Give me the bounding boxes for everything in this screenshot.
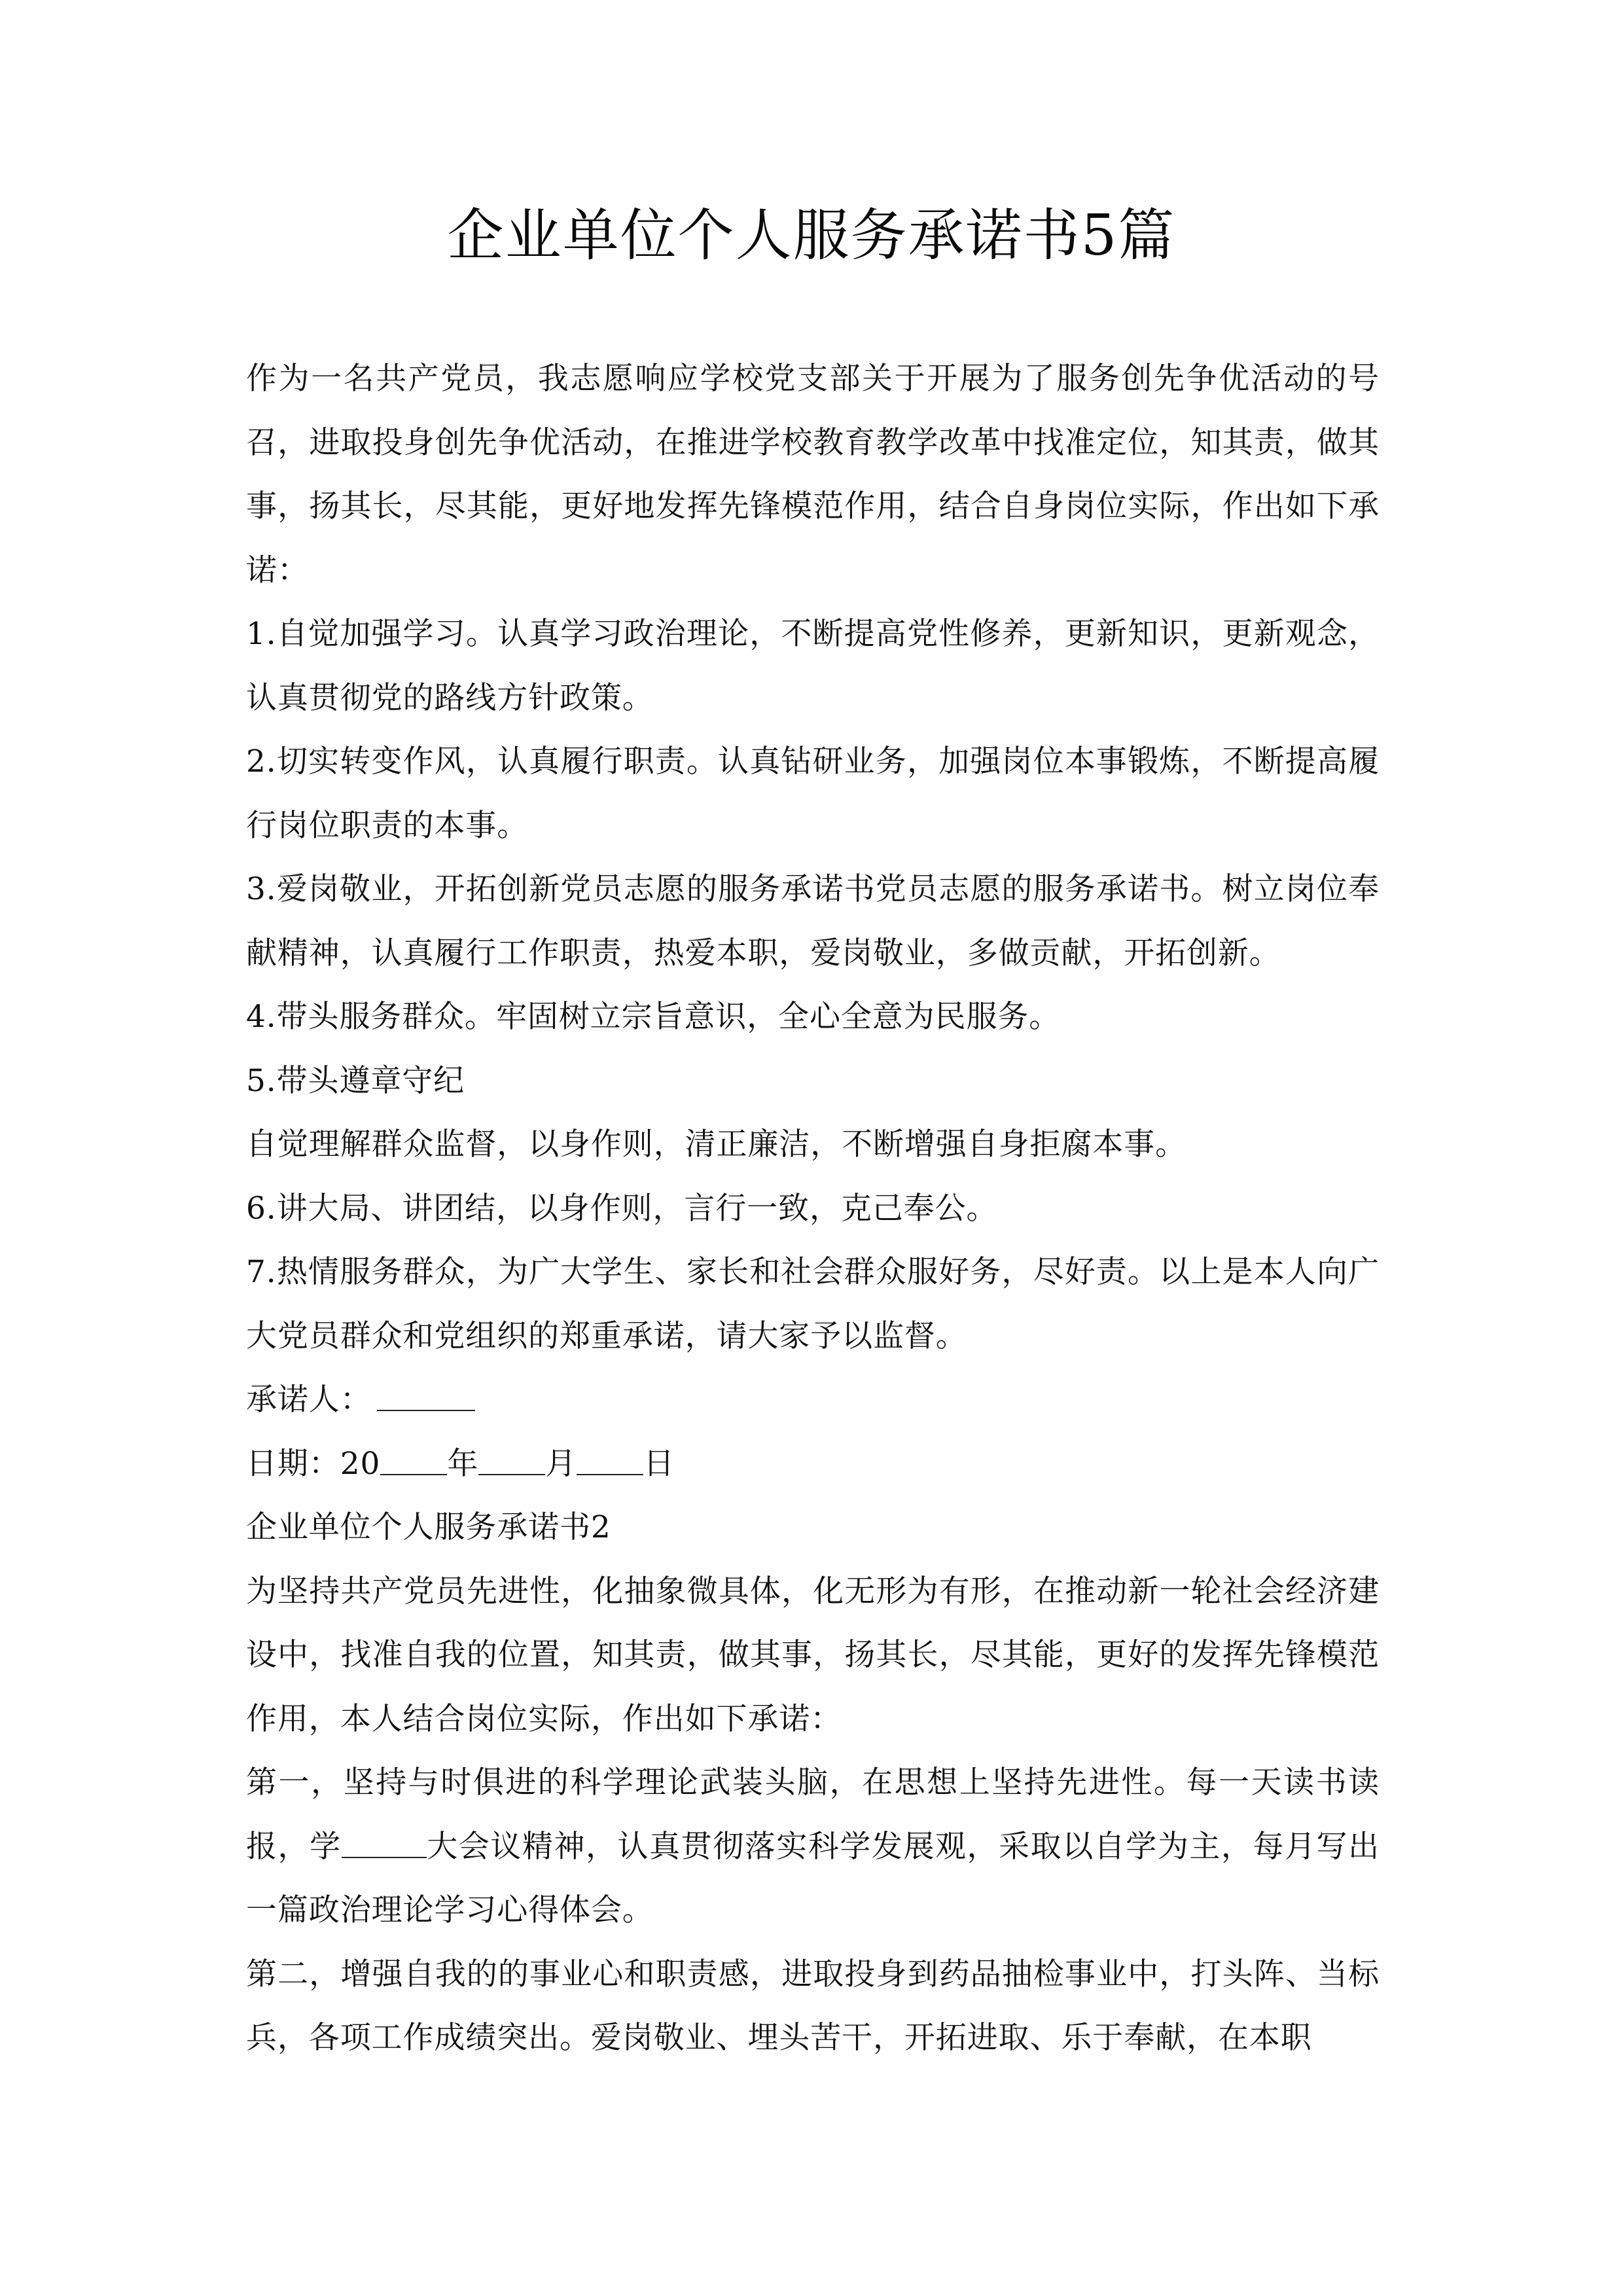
document-title: 企业单位个人服务承诺书5篇 — [447, 203, 1176, 268]
pledge-item-5-detail: 自觉理解群众监督，以身作则，清正廉洁，不断增强自身拒腐本事。 — [246, 1126, 1186, 1162]
date-day-blank — [577, 1443, 643, 1475]
date-label: 日期： — [246, 1445, 340, 1482]
intro-paragraph: 作为一名共产党员，我志愿响应学校党支部关于开展为了服务创先争优活动的号召，进取投身创先争优活动，在推进学校教育教学改革中找准定位，知其责，做其事，扬其长，尽其能，更好地发挥先锋模范作用，结合自身岗位实际，作出如下承诺： — [246, 361, 1380, 588]
section-2-item-1 — [246, 1751, 1380, 1943]
signature-blank — [377, 1379, 475, 1411]
section-2-intro: 为坚持共产党员先进性，化抽象微具体，化无形为有形，在推动新一轮社会经济建设中，找准自我的位置，知其责，做其事，扬其长，尽其能，更好的发挥先锋模范作用，本人结合岗位实际，作出如下承诺： — [246, 1573, 1380, 1737]
date-year-prefix: 20 — [340, 1445, 381, 1482]
section-2-heading: 企业单位个人服务承诺书2 — [246, 1509, 611, 1545]
pledge-item-7: 7.热情服务群众，为广大学生、家长和社会群众服好务，尽好责。以上是本人向广大党员群众和党组织的郑重承诺，请大家予以监督。 — [246, 1254, 1380, 1354]
pledge-item-6: 6.讲大局、讲团结，以身作则，言行一致，克己奉公。 — [246, 1190, 998, 1227]
date-day-unit: 日 — [643, 1445, 675, 1482]
pledge-item-2: 2.切实转变作风，认真履行职责。认真钻研业务，加强岗位本事锻炼，不断提高履行岗位职责的本事。 — [246, 744, 1380, 844]
document-body — [246, 347, 1380, 2070]
section-2-item-2: 第二，增强自我的的事业心和职责感，进取投身到药品抽检事业中，打头阵、当标兵，各项工作成绩突出。爱岗敬业、埋头苦干，开拓进取、乐于奉献，在本职 — [246, 1956, 1380, 2056]
signature-line — [246, 1368, 1380, 1432]
date-year-blank — [380, 1443, 447, 1475]
date-year-unit: 年 — [447, 1445, 479, 1482]
section-2-item-1-text-a: 第一，坚持与时俱进的科学理论武装头脑，在思想上坚持先进性。每一天读书读报，学 — [246, 1765, 1380, 1865]
pledge-item-3: 3.爱岗敬业，开拓创新党员志愿的服务承诺书党员志愿的服务承诺书。树立岗位奉献精神，认真履行工作职责，热爱本职，爱岗敬业，多做贡献，开拓创新。 — [246, 871, 1380, 971]
date-line — [246, 1432, 1380, 1496]
pledge-item-4: 4.带头服务群众。牢固树立宗旨意识，全心全意为民服务。 — [246, 999, 1061, 1035]
pledge-item-1: 1.自觉加强学习。认真学习政治理论，不断提高党性修养，更新知识，更新观念，认真贯彻党的路线方针政策。 — [246, 616, 1380, 716]
signature-label: 承诺人： — [246, 1382, 372, 1418]
date-month-blank — [478, 1443, 545, 1475]
section-2-item-1-text-b: 大会议精神，认真贯彻落实科学发展观，采取以自学为主，每月写出一篇政治理论学习心得体会。 — [246, 1828, 1380, 1928]
section-2-item-1-blank — [342, 1826, 427, 1858]
pledge-item-5: 5.带头遵章守纪 — [246, 1062, 465, 1099]
date-month-unit: 月 — [545, 1445, 577, 1482]
